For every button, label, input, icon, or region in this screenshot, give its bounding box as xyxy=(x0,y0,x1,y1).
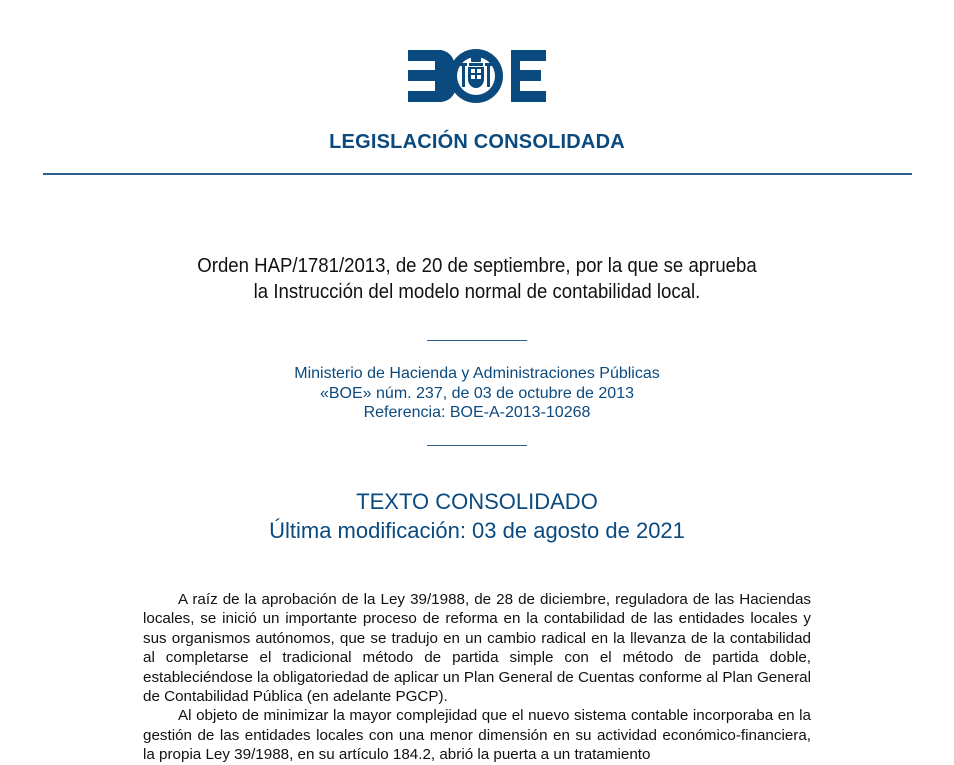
document-metadata xyxy=(0,364,954,423)
reference: Referencia: BOE-A-2013-10268 xyxy=(363,404,591,421)
document-title-line: Orden HAP/1781/2013, de 20 de septiembre, por la que se aprueba xyxy=(197,255,757,277)
last-modified: Última modificación: 03 de agosto de 2021 xyxy=(269,518,685,543)
document-title-line: la Instrucción del modelo normal de contabilidad local. xyxy=(253,281,701,303)
short-divider xyxy=(427,340,527,341)
document-title xyxy=(33,253,920,305)
body-text xyxy=(143,590,811,765)
paragraph: A raíz de la aprobación de la Ley 39/1988, de 28 de diciembre, reguladora de las Haciendas locales, se inició un importante proceso de reforma en la contabilidad de las entidades locales y sus organismos autónomos, que se tradujo en un cambio radical en la llevanza de la contabilidad al completarse el tradicional método de partida simple con el método de partida doble, estableciéndose la obligatoriedad de aplicar un Plan General de Cuentas conforme al Plan General de Contabilidad Pública (en adelante PGCP). xyxy=(143,591,811,706)
short-divider xyxy=(427,445,527,446)
boe-logo xyxy=(407,47,547,105)
section-title: LEGISLACIÓN CONSOLIDADA xyxy=(329,131,625,153)
publication: «BOE» núm. 237, de 03 de octubre de 2013 xyxy=(319,384,634,402)
ministry: Ministerio de Hacienda y Administraciones Públicas xyxy=(294,365,660,382)
consolidated-label: TEXTO CONSOLIDADO xyxy=(356,489,598,514)
paragraph: Al objeto de minimizar la mayor complejidad que el nuevo sistema contable incorporaba en la gestión de las entidades locales con una menor dimensión en su actividad económico-financiera, la propia Ley 39/1988, en su artículo 184.2, abrió la puerta a un tratamiento xyxy=(143,707,811,764)
consolidated-heading xyxy=(0,487,954,545)
header-divider xyxy=(43,173,912,175)
